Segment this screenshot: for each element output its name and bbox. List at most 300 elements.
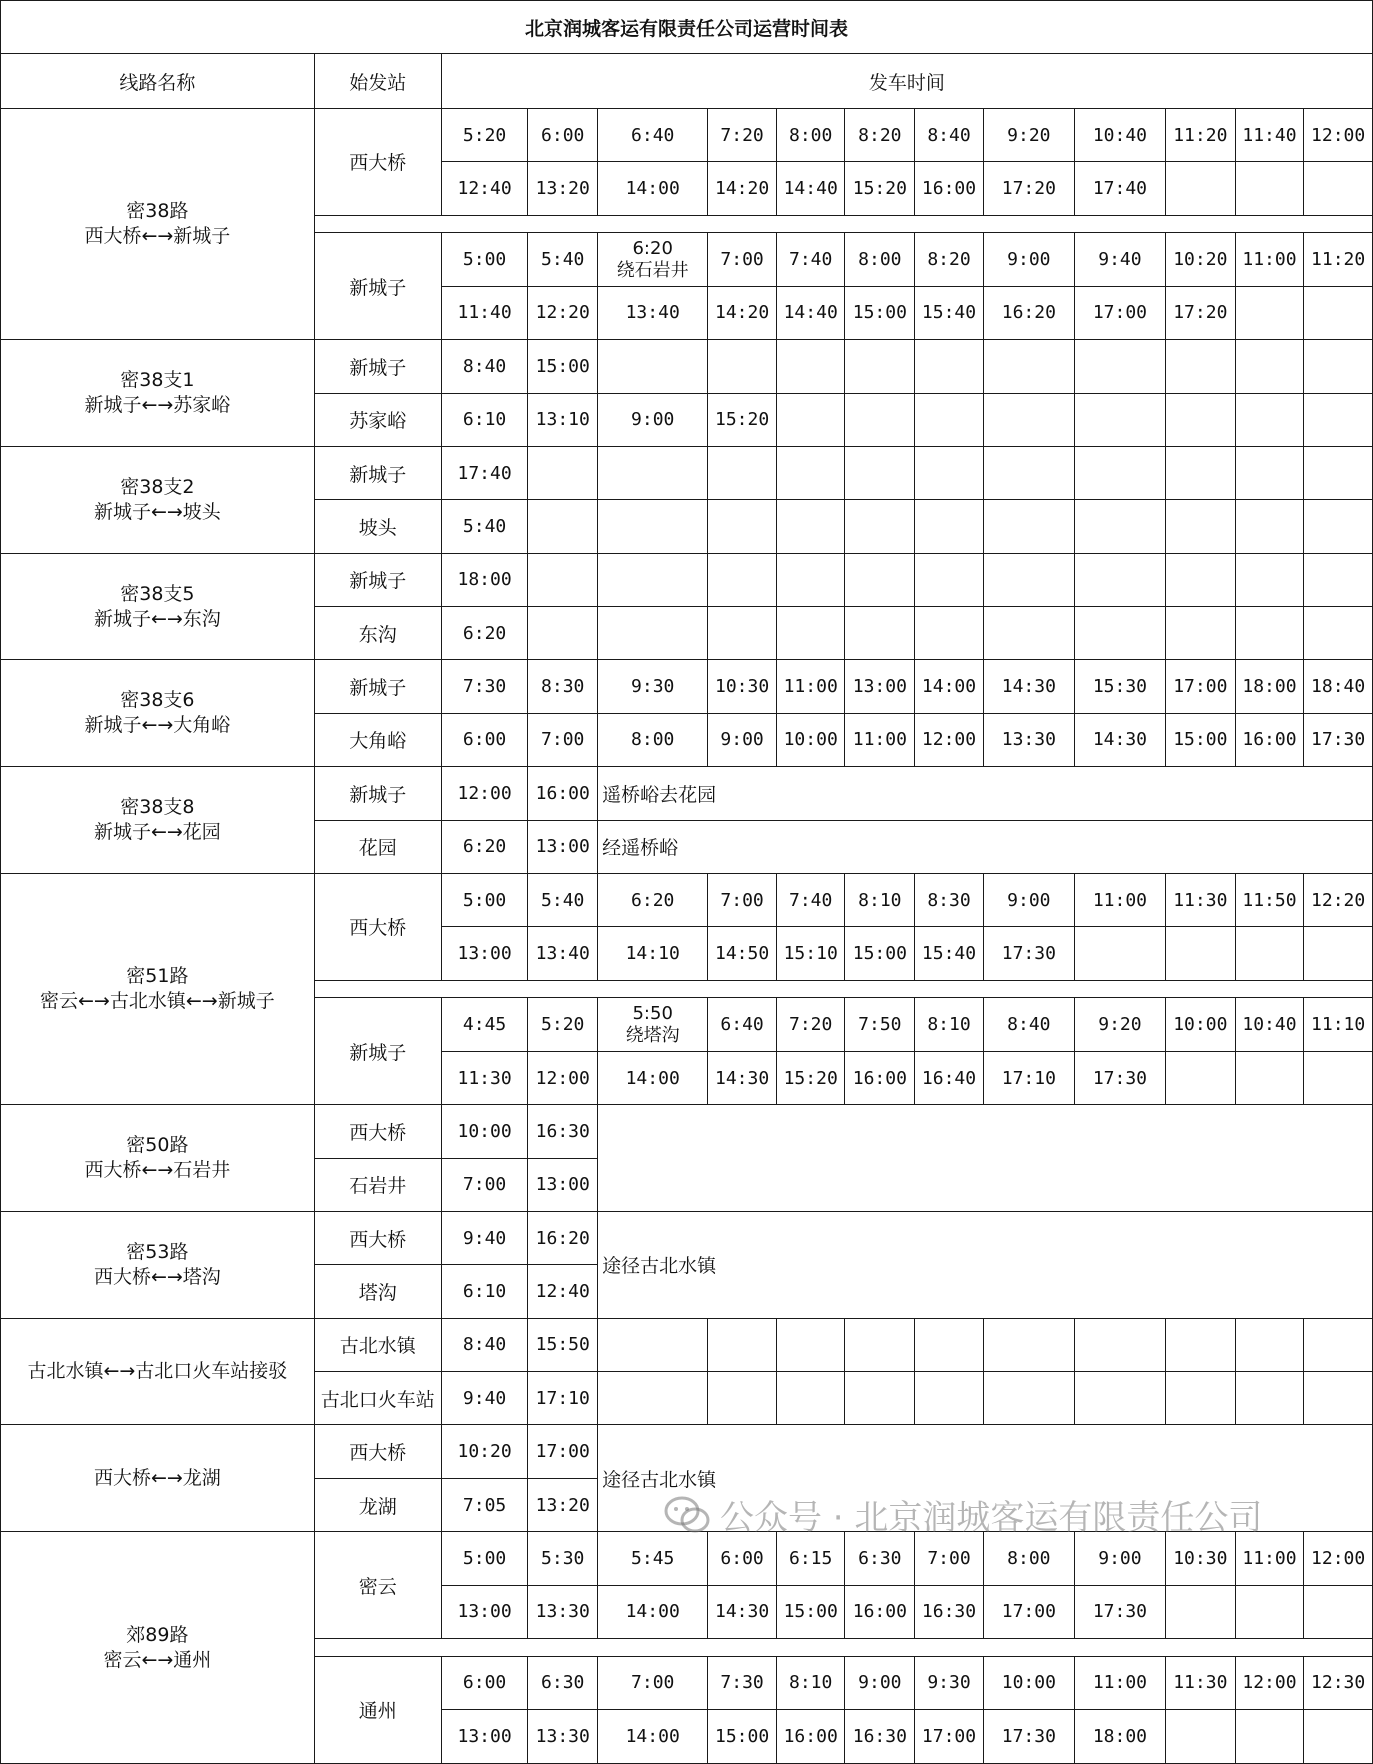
time-cell: 9:30 [915, 1656, 984, 1709]
station-cell: 坡头 [314, 500, 441, 553]
time-cell [1235, 1372, 1304, 1425]
time-cell [1235, 1585, 1304, 1638]
station-cell: 新城子 [314, 660, 441, 713]
table-row [1, 767, 1373, 820]
route-note [598, 1105, 1373, 1212]
station-cell: 新城子 [314, 446, 441, 499]
time-cell: 5:00 [441, 233, 528, 286]
time-cell: 17:00 [915, 1710, 984, 1764]
station-cell: 龙湖 [314, 1478, 441, 1531]
time-cell [598, 1318, 708, 1371]
time-cell: 8:10 [915, 998, 984, 1051]
time-cell [598, 446, 708, 499]
time-cell: 14:00 [598, 1585, 708, 1638]
time-cell-line: 绕石岩井 [616, 259, 689, 281]
time-cell: 7:05 [441, 1478, 528, 1531]
time-cell: 8:40 [441, 1318, 528, 1371]
time-cell: 5:45 [598, 1532, 708, 1585]
route-name-line: 西大桥←→新城子 [84, 225, 231, 248]
time-cell: 8:40 [915, 108, 984, 161]
time-cell: 8:00 [845, 233, 915, 286]
station-cell: 大角峪 [314, 713, 441, 766]
station-cell: 西大桥 [314, 1211, 441, 1264]
time-cell [983, 553, 1074, 606]
time-cell: 9:00 [1074, 1532, 1165, 1585]
time-cell: 14:50 [708, 927, 777, 980]
route-name-line: 密云←→通州 [103, 1648, 212, 1671]
route-name-line: 密38支5 [120, 582, 195, 605]
time-cell: 13:30 [528, 1710, 598, 1764]
time-cell: 6:00 [441, 1656, 528, 1709]
time-cell: 15:40 [915, 286, 984, 339]
time-cell [1304, 553, 1373, 606]
time-cell [845, 393, 915, 446]
time-cell [776, 500, 845, 553]
time-cell: 15:20 [776, 1051, 845, 1104]
time-cell: 12:40 [528, 1265, 598, 1318]
time-cell [1165, 1051, 1235, 1104]
time-cell: 9:00 [598, 393, 708, 446]
time-cell [983, 607, 1074, 660]
route-name-line: 密38支6 [120, 689, 195, 712]
time-cell: 17:10 [528, 1372, 598, 1425]
time-cell [1304, 393, 1373, 446]
time-cell [776, 393, 845, 446]
time-cell: 15:30 [1074, 660, 1165, 713]
time-cell: 5:20 [441, 108, 528, 161]
time-cell [776, 1372, 845, 1425]
time-cell: 14:40 [776, 162, 845, 215]
time-cell: 9:00 [983, 233, 1074, 286]
time-cell: 13:20 [528, 1478, 598, 1531]
time-cell [1074, 446, 1165, 499]
time-cell [1235, 553, 1304, 606]
time-cell [845, 500, 915, 553]
time-cell: 5:30 [528, 1532, 598, 1585]
time-cell: 15:10 [776, 927, 845, 980]
time-cell: 7:20 [708, 108, 777, 161]
time-cell: 7:00 [708, 873, 777, 926]
time-cell: 14:30 [983, 660, 1074, 713]
time-cell: 8:20 [915, 233, 984, 286]
station-cell: 西大桥 [314, 873, 441, 980]
time-cell: 11:40 [1235, 108, 1304, 161]
time-cell: 16:00 [845, 1051, 915, 1104]
time-cell [1235, 927, 1304, 980]
time-cell: 14:00 [598, 162, 708, 215]
time-cell [845, 553, 915, 606]
time-cell [1074, 500, 1165, 553]
time-cell [598, 340, 708, 393]
time-cell [708, 1372, 777, 1425]
time-cell: 15:20 [845, 162, 915, 215]
route-name-cell [1, 553, 315, 660]
time-cell: 11:40 [441, 286, 528, 339]
time-cell: 6:00 [441, 713, 528, 766]
time-cell [1304, 446, 1373, 499]
station-cell: 西大桥 [314, 108, 441, 215]
time-cell: 13:20 [528, 162, 598, 215]
time-cell: 16:00 [1235, 713, 1304, 766]
time-cell: 12:00 [1304, 1532, 1373, 1585]
time-cell: 13:40 [598, 286, 708, 339]
route-name-cell [1, 446, 315, 553]
time-cell: 17:30 [1074, 1585, 1165, 1638]
time-cell: 11:00 [1074, 873, 1165, 926]
time-cell: 8:30 [915, 873, 984, 926]
route-name-cell [1, 1425, 315, 1532]
time-cell: 15:40 [915, 927, 984, 980]
time-cell: 8:40 [441, 340, 528, 393]
time-cell: 7:40 [776, 873, 845, 926]
time-cell [598, 500, 708, 553]
time-cell: 13:30 [983, 713, 1074, 766]
time-cell [528, 500, 598, 553]
time-cell [528, 553, 598, 606]
time-cell [1165, 607, 1235, 660]
time-cell: 18:00 [1074, 1710, 1165, 1764]
time-cell [915, 500, 984, 553]
time-cell: 9:00 [983, 873, 1074, 926]
time-cell: 12:30 [1304, 1656, 1373, 1709]
time-cell [983, 393, 1074, 446]
time-cell [708, 553, 777, 606]
time-cell: 10:40 [1235, 998, 1304, 1051]
time-cell: 14:40 [776, 286, 845, 339]
time-cell: 14:00 [598, 1710, 708, 1764]
route-name-cell [1, 1532, 315, 1764]
time-cell: 17:00 [1074, 286, 1165, 339]
time-cell: 11:00 [1074, 1656, 1165, 1709]
time-cell: 14:00 [915, 660, 984, 713]
time-cell: 13:00 [441, 1710, 528, 1764]
time-cell [1304, 607, 1373, 660]
time-cell: 16:00 [776, 1710, 845, 1764]
time-cell [983, 1318, 1074, 1371]
time-cell: 4:45 [441, 998, 528, 1051]
time-cell: 17:20 [1165, 286, 1235, 339]
time-cell: 6:20 [598, 873, 708, 926]
time-cell: 12:20 [1304, 873, 1373, 926]
time-cell [776, 607, 845, 660]
time-cell: 18:00 [1235, 660, 1304, 713]
route-note: 途径古北水镇 [598, 1211, 1373, 1318]
time-cell: 7:20 [776, 998, 845, 1051]
time-cell: 17:40 [441, 446, 528, 499]
time-cell [776, 340, 845, 393]
route-note: 经遥桥峪 [598, 820, 1373, 873]
table-row [1, 1105, 1373, 1158]
time-cell: 7:00 [441, 1158, 528, 1211]
table-row [1, 553, 1373, 606]
time-cell [528, 446, 598, 499]
time-cell: 16:40 [915, 1051, 984, 1104]
time-cell [845, 1372, 915, 1425]
time-cell: 5:00 [441, 1532, 528, 1585]
time-cell: 15:00 [776, 1585, 845, 1638]
time-cell: 14:20 [708, 286, 777, 339]
time-cell: 16:00 [845, 1585, 915, 1638]
time-cell: 10:00 [1165, 998, 1235, 1051]
timetable-body [1, 1, 1373, 1764]
time-cell [983, 340, 1074, 393]
time-cell: 11:20 [1165, 108, 1235, 161]
time-cell: 13:30 [528, 1585, 598, 1638]
time-cell-line: 绕塔沟 [625, 1024, 680, 1046]
time-cell [1165, 340, 1235, 393]
time-cell: 13:00 [441, 927, 528, 980]
time-cell: 8:00 [598, 713, 708, 766]
page-title: 北京润城客运有限责任公司运营时间表 [1, 1, 1373, 54]
time-cell: 5:40 [441, 500, 528, 553]
time-cell: 8:30 [528, 660, 598, 713]
time-cell: 7:00 [528, 713, 598, 766]
time-cell [1165, 393, 1235, 446]
time-cell [1235, 1051, 1304, 1104]
time-cell: 9:40 [441, 1211, 528, 1264]
time-cell: 17:00 [983, 1585, 1074, 1638]
table-row [1, 1318, 1373, 1371]
time-cell: 17:00 [1165, 660, 1235, 713]
time-cell [915, 446, 984, 499]
time-cell [1235, 607, 1304, 660]
time-cell: 17:30 [1074, 1051, 1165, 1104]
route-name-cell [1, 340, 315, 447]
time-cell: 15:00 [845, 286, 915, 339]
time-cell: 11:50 [1235, 873, 1304, 926]
spacer-cell [314, 1638, 1372, 1656]
time-cell: 17:20 [983, 162, 1074, 215]
time-cell: 16:30 [915, 1585, 984, 1638]
time-cell: 17:30 [1304, 713, 1373, 766]
time-cell [1165, 500, 1235, 553]
time-cell: 12:00 [441, 767, 528, 820]
time-cell [1304, 1585, 1373, 1638]
time-cell: 11:00 [1235, 1532, 1304, 1585]
time-cell: 14:20 [708, 162, 777, 215]
time-cell [1165, 1585, 1235, 1638]
time-cell [1304, 500, 1373, 553]
time-cell: 12:00 [1235, 1656, 1304, 1709]
time-cell [1165, 553, 1235, 606]
time-cell: 8:00 [983, 1532, 1074, 1585]
time-cell: 12:00 [528, 1051, 598, 1104]
table-row [1, 1425, 1373, 1478]
time-cell: 16:20 [528, 1211, 598, 1264]
time-cell: 16:30 [528, 1105, 598, 1158]
time-cell: 10:00 [983, 1656, 1074, 1709]
time-cell: 5:40 [528, 873, 598, 926]
time-cell [915, 393, 984, 446]
time-cell [1074, 607, 1165, 660]
time-cell [708, 607, 777, 660]
time-cell: 11:00 [845, 713, 915, 766]
time-cell: 8:40 [983, 998, 1074, 1051]
time-cell: 12:40 [441, 162, 528, 215]
table-row [1, 1532, 1373, 1585]
time-cell: 16:20 [983, 286, 1074, 339]
time-cell [598, 1372, 708, 1425]
time-cell [845, 607, 915, 660]
route-name-line: 西大桥←→塔沟 [93, 1265, 221, 1288]
time-cell [598, 553, 708, 606]
time-cell: 17:40 [1074, 162, 1165, 215]
route-name-cell [1, 660, 315, 767]
time-cell: 18:40 [1304, 660, 1373, 713]
time-cell [776, 553, 845, 606]
time-cell [1165, 446, 1235, 499]
station-cell: 东沟 [314, 607, 441, 660]
table-row [1, 660, 1373, 713]
route-name-line: 密53路 [126, 1240, 189, 1263]
station-cell: 西大桥 [314, 1105, 441, 1158]
time-cell [1235, 446, 1304, 499]
time-cell: 17:10 [983, 1051, 1074, 1104]
route-name-cell [1, 1211, 315, 1318]
time-cell: 14:30 [1074, 713, 1165, 766]
time-cell: 9:30 [598, 660, 708, 713]
time-cell: 15:20 [708, 393, 777, 446]
time-cell [1165, 927, 1235, 980]
time-cell [1165, 1372, 1235, 1425]
time-cell: 14:10 [598, 927, 708, 980]
station-cell: 西大桥 [314, 1425, 441, 1478]
time-cell: 9:00 [708, 713, 777, 766]
time-cell [1235, 1318, 1304, 1371]
route-name-line: 密云←→古北水镇←→新城子 [40, 990, 275, 1013]
time-cell: 5:00 [441, 873, 528, 926]
time-cell: 10:00 [776, 713, 845, 766]
time-cell: 14:30 [708, 1051, 777, 1104]
time-cell [1304, 927, 1373, 980]
route-name-line: 密38支8 [120, 796, 195, 819]
route-name-cell [1, 1105, 315, 1212]
route-name-line: 新城子←→大角峪 [84, 714, 231, 737]
spacer-cell [314, 215, 1372, 233]
time-cell: 10:40 [1074, 108, 1165, 161]
table-row [1, 1211, 1373, 1264]
time-cell: 9:40 [1074, 233, 1165, 286]
time-cell: 7:40 [776, 233, 845, 286]
station-cell: 新城子 [314, 998, 441, 1105]
route-name-line: 新城子←→花园 [93, 821, 221, 844]
time-cell: 13:00 [528, 1158, 598, 1211]
route-name-line: 密51路 [126, 965, 189, 988]
title-row [1, 1, 1373, 54]
time-cell [598, 998, 708, 1051]
time-cell: 8:20 [845, 108, 915, 161]
time-cell: 12:00 [915, 713, 984, 766]
time-cell: 11:00 [1235, 233, 1304, 286]
time-cell [1304, 162, 1373, 215]
time-cell: 9:20 [1074, 998, 1165, 1051]
time-cell: 15:00 [528, 340, 598, 393]
time-cell: 6:00 [528, 108, 598, 161]
time-cell: 10:00 [441, 1105, 528, 1158]
table-row [1, 873, 1373, 926]
time-cell: 13:10 [528, 393, 598, 446]
time-cell: 11:30 [1165, 1656, 1235, 1709]
route-name-cell [1, 108, 315, 339]
time-cell: 6:00 [708, 1532, 777, 1585]
spacer-cell [314, 980, 1372, 998]
time-cell [1074, 927, 1165, 980]
time-cell: 11:30 [1165, 873, 1235, 926]
time-cell [776, 446, 845, 499]
time-cell: 6:30 [528, 1656, 598, 1709]
time-cell [1235, 1710, 1304, 1764]
station-cell: 古北口火车站 [314, 1372, 441, 1425]
route-name-line: 西大桥←→龙湖 [93, 1466, 221, 1489]
time-cell [1165, 1318, 1235, 1371]
time-cell: 13:00 [845, 660, 915, 713]
route-name-line: 密38支2 [120, 475, 195, 498]
time-cell: 17:30 [983, 927, 1074, 980]
station-cell: 密云 [314, 1532, 441, 1639]
time-cell: 13:40 [528, 927, 598, 980]
time-cell: 11:10 [1304, 998, 1373, 1051]
route-name-line: 新城子←→坡头 [93, 500, 221, 523]
route-note: 遥桥峪去花园 [598, 767, 1373, 820]
time-cell [983, 446, 1074, 499]
time-cell: 16:30 [845, 1710, 915, 1764]
time-cell [708, 446, 777, 499]
time-cell: 17:00 [528, 1425, 598, 1478]
time-cell: 12:20 [528, 286, 598, 339]
time-cell: 17:30 [983, 1710, 1074, 1764]
time-cell: 14:00 [598, 1051, 708, 1104]
time-cell: 10:20 [441, 1425, 528, 1478]
time-cell: 14:30 [708, 1585, 777, 1638]
route-name-line: 西大桥←→石岩井 [84, 1159, 231, 1182]
table-row [1, 108, 1373, 161]
time-cell: 7:00 [598, 1656, 708, 1709]
time-cell: 7:30 [708, 1656, 777, 1709]
time-cell [1235, 340, 1304, 393]
time-cell [1304, 1710, 1373, 1764]
route-name-line: 郊89路 [126, 1623, 189, 1646]
time-cell: 15:50 [528, 1318, 598, 1371]
station-cell: 新城子 [314, 553, 441, 606]
time-cell [598, 607, 708, 660]
route-name-line: 古北水镇←→古北口火车站接驳 [27, 1360, 288, 1383]
time-cell: 6:20 [441, 820, 528, 873]
route-name-line: 密50路 [126, 1134, 189, 1157]
header-route: 线路名称 [1, 54, 315, 109]
time-cell: 8:10 [776, 1656, 845, 1709]
time-cell [776, 1318, 845, 1371]
header-station: 始发站 [314, 54, 441, 109]
time-cell [1165, 1710, 1235, 1764]
time-cell [1304, 1051, 1373, 1104]
station-cell: 古北水镇 [314, 1318, 441, 1371]
time-cell-line: 6:20 [632, 237, 673, 259]
header-row [1, 54, 1373, 109]
time-cell [915, 340, 984, 393]
time-cell: 6:10 [441, 1265, 528, 1318]
station-cell: 通州 [314, 1656, 441, 1763]
route-name-cell [1, 767, 315, 874]
time-cell [1304, 1372, 1373, 1425]
time-cell: 9:00 [845, 1656, 915, 1709]
time-cell [1074, 340, 1165, 393]
time-cell: 7:30 [441, 660, 528, 713]
time-cell [708, 500, 777, 553]
time-cell [1074, 1372, 1165, 1425]
time-cell [845, 1318, 915, 1371]
station-cell: 新城子 [314, 340, 441, 393]
time-cell [708, 1318, 777, 1371]
